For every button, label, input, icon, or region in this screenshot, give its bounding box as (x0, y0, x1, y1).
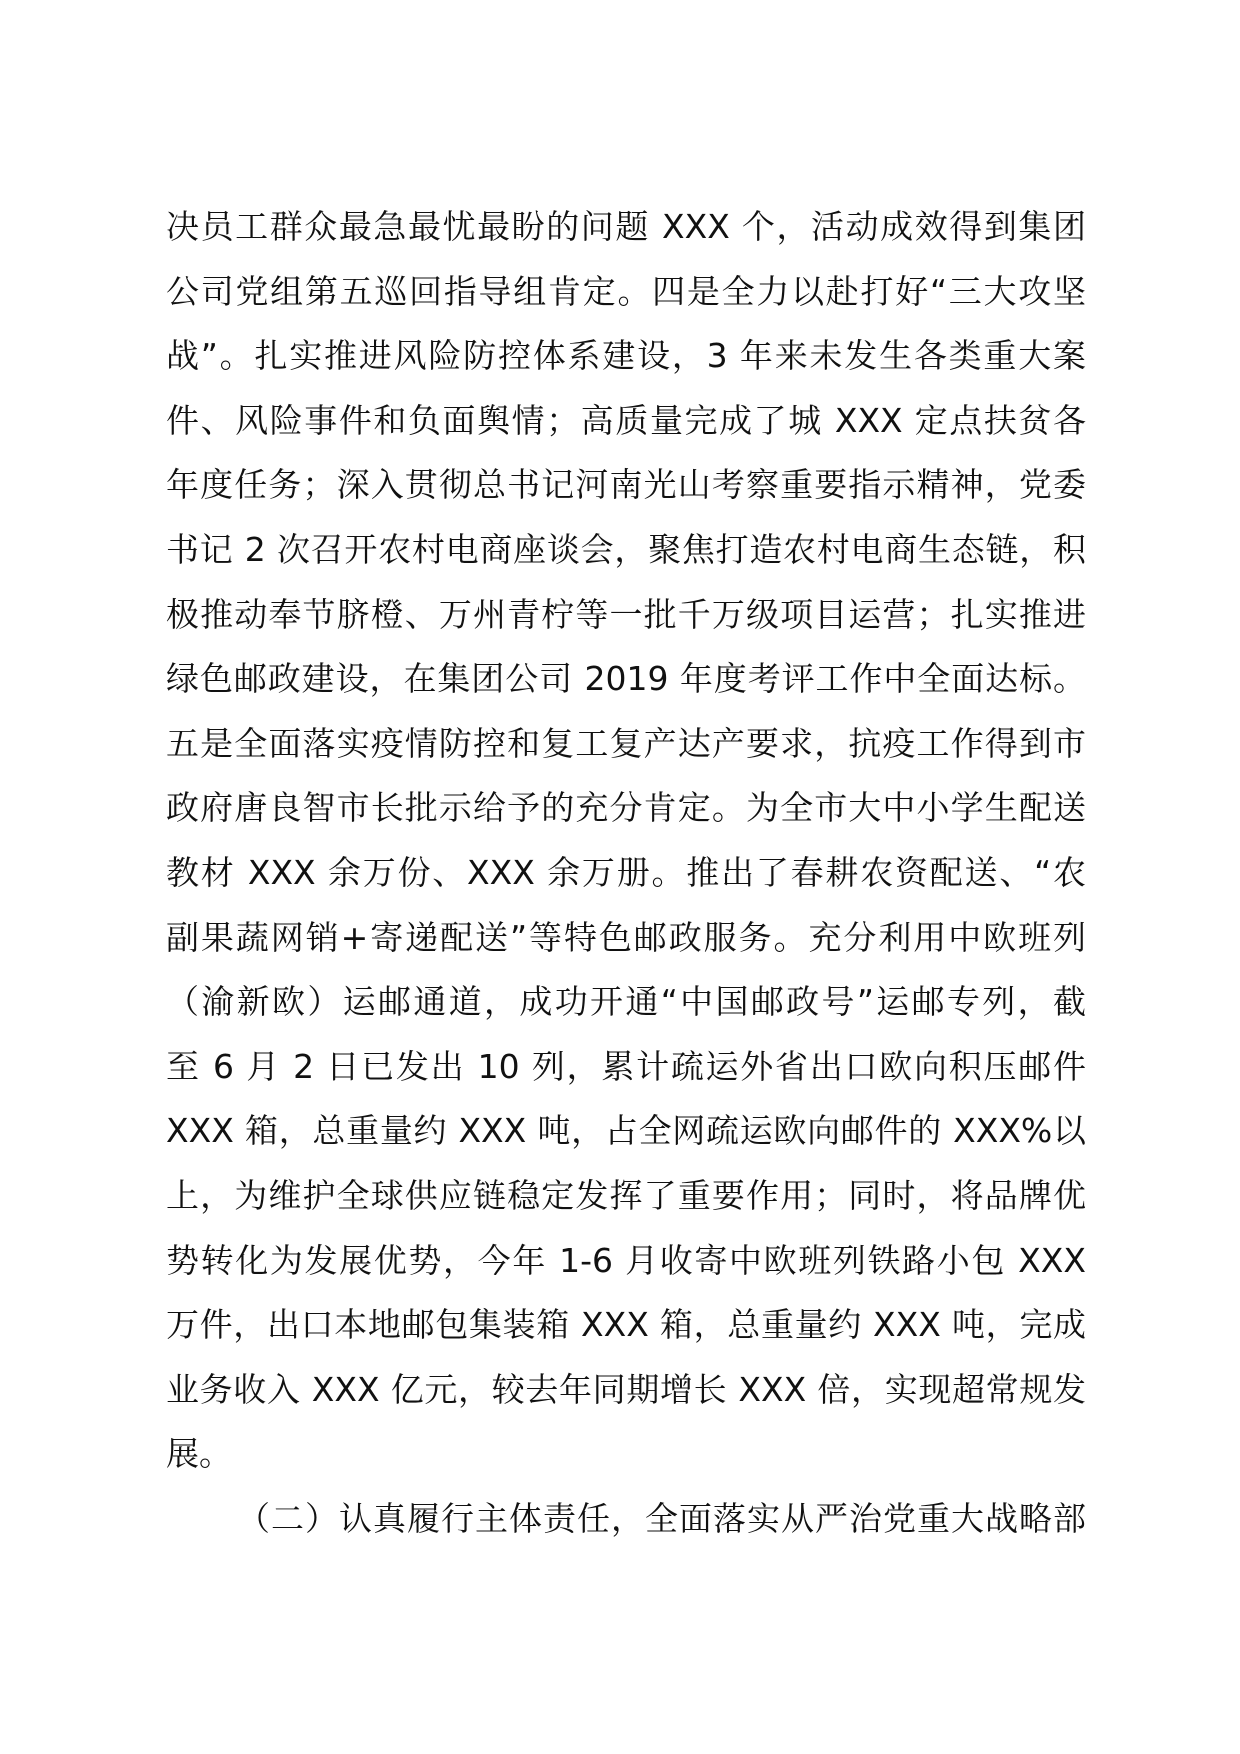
paragraph-line: 教材 XXX 余万份、XXX 余万册。推出了春耕农资配送、“农 (166, 852, 1086, 892)
paragraph-line: 副果蔬网销+寄递配送”等特色邮政服务。充分利用中欧班列 (166, 917, 1086, 957)
paragraph-line: 万件，出口本地邮包集装箱 XXX 箱，总重量约 XXX 吨，完成 (166, 1305, 1086, 1345)
paragraph-line: 件、风险事件和负面舆情；高质量完成了城 XXX 定点扶贫各 (166, 400, 1086, 440)
paragraph-line: 业务收入 XXX 亿元，较去年同期增长 XXX 倍，实现超常规发 (166, 1369, 1086, 1409)
paragraph-line: 战”。扎实推进风险防控体系建设，3 年来未发生各类重大案 (166, 336, 1086, 376)
paragraph-line: 至 6 月 2 日已发出 10 列，累计疏运外省出口欧向积压邮件 (166, 1046, 1086, 1086)
section-heading: （二）认真履行主体责任，全面落实从严治党重大战略部 (237, 1498, 1086, 1538)
paragraph-line: 势转化为发展优势，今年 1-6 月收寄中欧班列铁路小包 XXX (166, 1240, 1086, 1280)
body-text (166, 195, 1086, 1551)
paragraph-line: 五是全面落实疫情防控和复工复产达产要求，抗疫工作得到市 (166, 723, 1086, 763)
paragraph-line: 绿色邮政建设，在集团公司 2019 年度考评工作中全面达标。 (166, 659, 1086, 699)
paragraph-line: 决员工群众最急最忧最盼的问题 XXX 个，活动成效得到集团 (166, 207, 1086, 246)
paragraph-line: 公司党组第五巡回指导组肯定。四是全力以赴打好“三大攻坚 (166, 271, 1086, 311)
paragraph-line: 政府唐良智市长批示给予的充分肯定。为全市大中小学生配送 (166, 788, 1086, 828)
paragraph-line: XXX 箱，总重量约 XXX 吨，占全网疏运欧向邮件的 XXX%以 (166, 1111, 1086, 1151)
paragraph-line: 展。 (166, 1434, 232, 1474)
paragraph-line: 极推动奉节脐橙、万州青柠等一批千万级项目运营；扎实推进 (166, 594, 1086, 634)
paragraph-line: （渝新欧）运邮通道，成功开通“中国邮政号”运邮专列，截 (166, 982, 1086, 1022)
paragraph-line: 书记 2 次召开农村电商座谈会，聚焦打造农村电商生态链，积 (166, 529, 1086, 569)
paragraph-line: 年度任务；深入贯彻总书记河南光山考察重要指示精神，党委 (166, 465, 1086, 505)
paragraph-line: 上，为维护全球供应链稳定发挥了重要作用；同时，将品牌优 (166, 1175, 1086, 1215)
